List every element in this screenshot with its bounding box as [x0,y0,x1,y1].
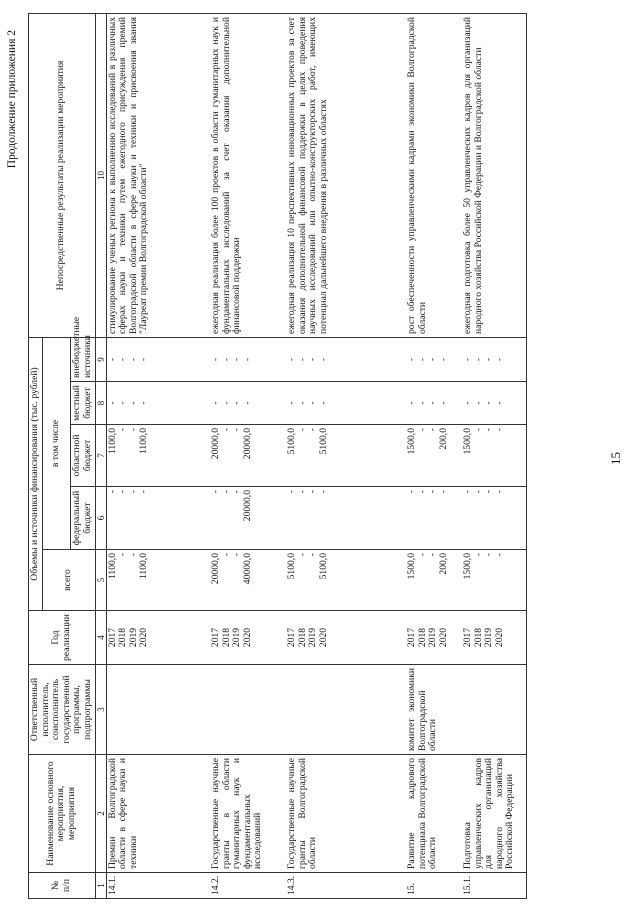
col-number: 10 [95,14,106,338]
row-years: 2017 2018 2019 2020 [210,611,286,665]
row-regional: 1100,0 - - 1100,0 [106,425,210,487]
row-total: 20000,0 - - 40000,0 [210,550,286,611]
row-name: Государственные научные гранты Волгоградской области [286,755,406,873]
row-offbudget: - - - - [210,338,286,382]
row-name: Подготовка управленческих кадров для организаций народного хозяйства Российской Федерации [462,755,526,873]
row-local: - - - - [210,382,286,425]
row-executor: комитет экономики Волгоградской области [406,665,462,755]
row-federal: - - - - [406,487,462,550]
col-number: 2 [95,755,106,873]
row-offbudget: - - - - [462,338,526,382]
row-offbudget: - - - - [286,338,406,382]
row-years: 2017 2018 2019 2020 [286,611,406,665]
row-regional: 5100,0 - - 5100,0 [286,425,406,487]
continuation-label: Продолжение приложения 2 [6,30,18,169]
row-total: 5100,0 - - 5100,0 [286,550,406,611]
table-row [406,14,462,899]
header-executor: Ответственный исполнитель, соисполнитель государственной программы, подпрограммы [29,665,96,755]
row-regional: 20000,0 - - 20000,0 [210,425,286,487]
header-funding: Объемы и источники финансирования (тыс. рублей) [29,338,43,611]
row-number: 15. [406,873,462,899]
col-number: 4 [95,611,106,665]
col-number: 1 [95,873,106,899]
table-row [106,14,210,899]
row-result: ежегодная реализация 10 перспективных инновационных проектов за счет оказания дополнительной финансовой поддержки в целях проведения научных исследований или опытно-конструкторских работ, имеющих потенциал дальнейшего внедрения в различных областях [286,14,406,338]
row-executor [210,665,286,755]
row-federal: - - - - [106,487,210,550]
program-table [28,13,527,899]
row-years: 2017 2018 2019 2020 [406,611,462,665]
row-offbudget: - - - - [406,338,462,382]
header-year: Год реализации [29,611,96,665]
row-federal: - - - - [286,487,406,550]
col-number: 3 [95,665,106,755]
row-total: 1100,0 - - 1100,0 [106,550,210,611]
header-results: Непосредственные результаты реализации мероприятия [29,14,96,338]
row-name: Премии Волгоградской области в сфере науки и техники [106,755,210,873]
page-number: 15 [608,452,623,465]
row-number: 14.2. [210,873,286,899]
column-numbers-row [95,14,106,899]
row-local: - - - - [406,382,462,425]
row-name: Государственные научные гранты в области гуманитарных наук и фундаментальных исследований [210,755,286,873]
header-offbudget: внебюджетные источники [71,338,95,382]
header-regional: областной бюджет [71,425,95,487]
header-name: Наименование основного мероприятия, мероприятия [29,755,96,873]
row-executor [286,665,406,755]
row-regional: 1500,0 - - - [462,425,526,487]
row-number: 15.1. [462,873,526,899]
row-years: 2017 2018 2019 2020 [106,611,210,665]
row-name: Развитие кадрового потенциала Волгоградской области [406,755,462,873]
row-result: ежегодная реализация более 100 проектов в области гуманитарных наук и фундаментальных исследований за счет оказания дополнительной финансовой поддержки [210,14,286,338]
col-number: 7 [95,425,106,487]
table-row [462,14,526,899]
row-number: 14.1. [106,873,210,899]
row-executor [106,665,210,755]
table-row [210,14,286,899]
row-federal: - - - - [462,487,526,550]
row-federal: - - - 20000,0 [210,487,286,550]
header-incl: в том числе [42,338,71,550]
row-number: 14.3. [286,873,406,899]
row-local: - - - - [106,382,210,425]
row-total: 1500,0 - - 200,0 [406,550,462,611]
row-local: - - - - [462,382,526,425]
row-result: рост обеспеченности управленческими кадрами экономики Волгоградской области [406,14,462,338]
header-num: № п/п [29,873,96,899]
col-number: 5 [95,550,106,611]
col-number: 9 [95,338,106,382]
row-result: ежегодная подготовка более 50 управленческих кадров для организаций народного хозяйства Российской Федерации и Волгоградской области [462,14,526,338]
header-total: всего [42,550,95,611]
header-federal: федеральный бюджет [71,487,95,550]
header-local: местный бюджет [71,382,95,425]
row-executor [462,665,526,755]
table-row [286,14,406,899]
row-offbudget: - - - - [106,338,210,382]
row-local: - - - - [286,382,406,425]
col-number: 6 [95,487,106,550]
row-result: стимулирование ученых региона к выполнению исследований в различных сферах науки и техники путем ежегодного присуждения премий Волгоградской области в сфере науки и техники и присвоения звания "Лауреат премии Волгоградской области" [106,14,210,338]
row-years: 2017 2018 2019 2020 [462,611,526,665]
row-total: 1500,0 - - - [462,550,526,611]
col-number: 8 [95,382,106,425]
row-regional: 1500,0 - - 200,0 [406,425,462,487]
